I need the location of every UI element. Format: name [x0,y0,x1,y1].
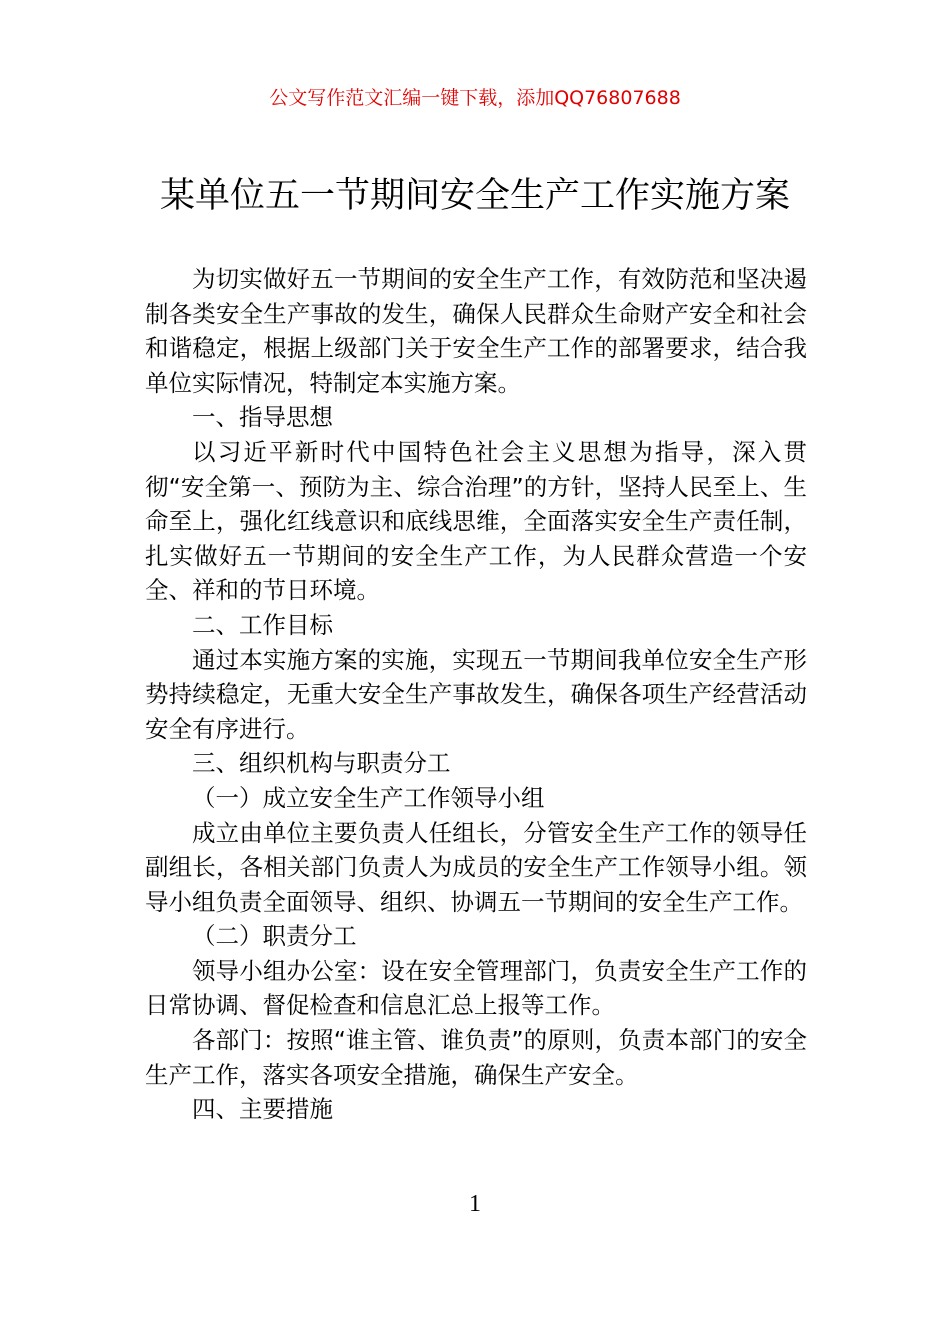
paragraph-department-duties: 各部门：按照“谁主管、谁负责”的原则，负责本部门的安全生产工作，落实各项安全措施，确保生产安全。 [145,1026,807,1089]
section-heading-organization: 三、组织机构与职责分工 [192,749,451,778]
section-heading-main-measures: 四、主要措施 [192,1095,333,1124]
subheading-leading-group: （一）成立安全生产工作领导小组 [192,783,545,812]
section-heading-work-goals: 二、工作目标 [192,610,333,639]
header-note: 公文写作范文汇编一键下载，添加QQ76807688 [269,87,681,109]
paragraph-leading-group: 成立由单位主要负责人任组长，分管安全生产工作的领导任副组长，各相关部门负责人为成员的安全生产工作领导小组。领导小组负责全面领导、组织、协调五一节期间的安全生产工作。 [145,818,807,916]
page-number: 1 [469,1191,481,1217]
paragraph-guiding-ideology: 以习近平新时代中国特色社会主义思想为指导，深入贯彻“安全第一、预防为主、综合治理”的方针，坚持人民至上、生命至上，强化红线意识和底线思维，全面落实安全生产责任制，扎实做好五一节期间的安全生产工作，为人民群众营造一个安全、祥和的节日环境。 [145,437,807,605]
document-body [145,262,807,1127]
intro-paragraph: 为切实做好五一节期间的安全生产工作，有效防范和坚决遏制各类安全生产事故的发生，确保人民群众生命财产安全和社会和谐稳定，根据上级部门关于安全生产工作的部署要求，结合我单位实际情况，特制定本实施方案。 [145,265,807,397]
document-title: 某单位五一节期间安全生产工作实施方案 [159,176,790,216]
section-heading-guiding-ideology: 一、指导思想 [192,403,333,432]
paragraph-office-duties: 领导小组办公室：设在安全管理部门，负责安全生产工作的日常协调、督促检查和信息汇总上报等工作。 [145,956,807,1020]
paragraph-work-goals: 通过本实施方案的实施，实现五一节期间我单位安全生产形势持续稳定，无重大安全生产事故发生，确保各项生产经营活动安全有序进行。 [145,645,807,743]
subheading-responsibilities: （二）职责分工 [192,922,357,951]
